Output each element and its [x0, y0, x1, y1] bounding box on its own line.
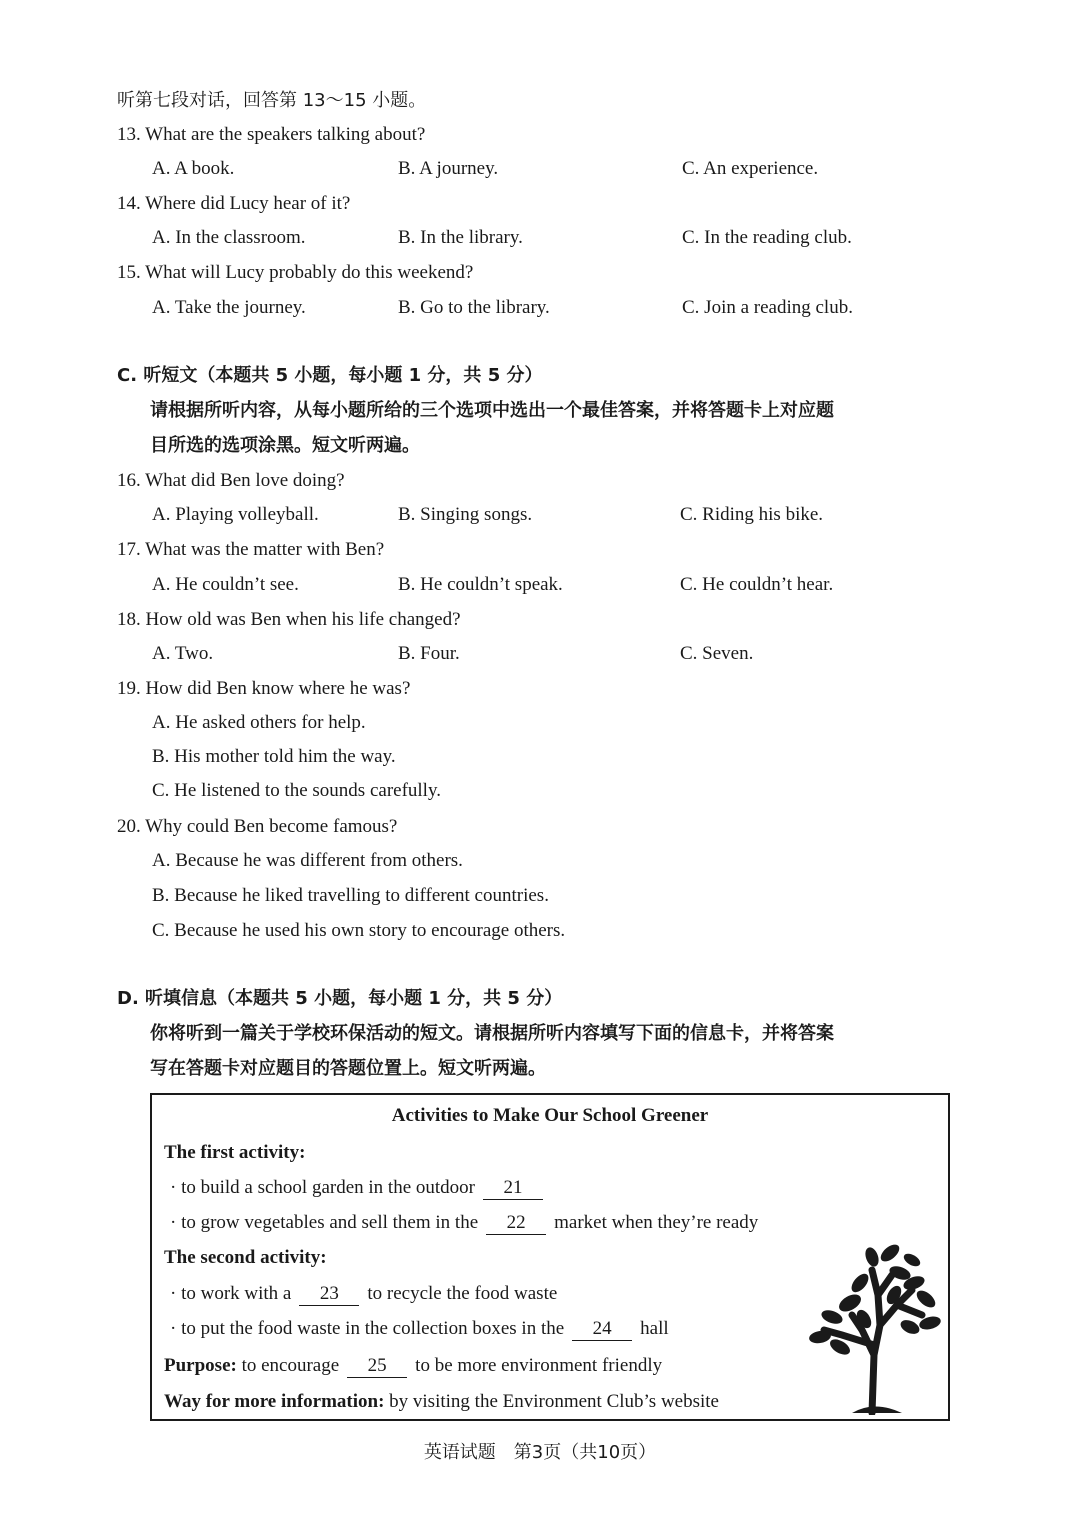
- section-c-instruction-1: 请根据所听内容，从每小题所给的三个选项中选出一个最佳答案，并将答题卡上对应题: [150, 400, 834, 421]
- section-d-instruction-2: 写在答题卡对应题目的答题位置上。短文听两遍。: [150, 1058, 546, 1079]
- item-1-text: · to build a school garden in the outdoor: [170, 1177, 475, 1198]
- q16-option-a: A. Playing volleyball.: [152, 504, 319, 525]
- second-activity-item-1: [170, 1281, 557, 1307]
- q20-option-c: C. Because he used his own story to encourage others.: [152, 920, 566, 941]
- second-activity-item-2: [170, 1316, 669, 1342]
- question-15: 15. What will Lucy probably do this weekend?: [117, 262, 474, 283]
- q18-option-b: B. Four.: [398, 643, 460, 664]
- question-16: 16. What did Ben love doing?: [117, 470, 345, 491]
- q18-option-a: A. Two.: [152, 643, 214, 664]
- first-activity-item-2: [170, 1210, 758, 1236]
- way-line: [164, 1389, 719, 1415]
- q16-option-c: C. Riding his bike.: [680, 504, 824, 525]
- q17-option-c: C. He couldn’t hear.: [680, 574, 834, 595]
- q15-option-c: C. Join a reading club.: [682, 297, 853, 318]
- blank-23[interactable]: 23: [299, 1283, 359, 1306]
- q16-option-b: B. Singing songs.: [398, 504, 533, 525]
- first-activity-item-1: [170, 1175, 551, 1201]
- purpose-pre: to encourage: [241, 1355, 340, 1376]
- q20-option-a: A. Because he was different from others.: [152, 850, 463, 871]
- first-activity-label: The first activity:: [164, 1142, 306, 1163]
- page-footer: 英语试题 第3页（共10页）: [423, 1442, 657, 1463]
- question-13: 13. What are the speakers talking about?: [117, 124, 426, 145]
- item-4-text: · to put the food waste in the collection boxes in the: [170, 1318, 565, 1339]
- q19-option-a: A. He asked others for help.: [152, 712, 366, 733]
- blank-21[interactable]: 21: [483, 1177, 543, 1200]
- q19-option-b: B. His mother told him the way.: [152, 746, 396, 767]
- q18-option-c: C. Seven.: [680, 643, 754, 664]
- question-17: 17. What was the matter with Ben?: [117, 539, 385, 560]
- item-2-text: · to grow vegetables and sell them in the: [170, 1212, 479, 1233]
- q13-option-b: B. A journey.: [398, 158, 499, 179]
- item-4-tail: hall: [640, 1318, 669, 1339]
- section-c-title: C. 听短文（本题共 5 小题，每小题 1 分，共 5 分）: [117, 365, 543, 386]
- q15-option-a: A. Take the journey.: [152, 297, 306, 318]
- section-d-instruction-1: 你将听到一篇关于学校环保活动的短文。请根据所听内容填写下面的信息卡，并将答案: [150, 1023, 834, 1044]
- dialogue-7-intro: 听第七段对话，回答第 13～15 小题。: [117, 90, 427, 111]
- info-card-title: Activities to Make Our School Greener: [391, 1105, 709, 1126]
- item-3-tail: to recycle the food waste: [367, 1283, 558, 1304]
- q14-option-b: B. In the library.: [398, 227, 523, 248]
- blank-22[interactable]: 22: [486, 1212, 546, 1235]
- section-c-instruction-2: 目所选的选项涂黑。短文听两遍。: [150, 435, 420, 456]
- second-activity-label: The second activity:: [164, 1247, 327, 1268]
- q13-option-a: A. A book.: [152, 158, 235, 179]
- q17-option-a: A. He couldn’t see.: [152, 574, 299, 595]
- blank-25[interactable]: 25: [347, 1355, 407, 1378]
- q19-option-c: C. He listened to the sounds carefully.: [152, 780, 441, 801]
- section-d-title: D. 听填信息（本题共 5 小题，每小题 1 分，共 5 分）: [117, 988, 563, 1009]
- blank-24[interactable]: 24: [572, 1318, 632, 1341]
- info-card: [150, 1093, 950, 1421]
- q13-option-c: C. An experience.: [682, 158, 819, 179]
- way-text: by visiting the Environment Club’s website: [389, 1391, 719, 1412]
- purpose-label: Purpose:: [164, 1355, 237, 1376]
- q14-option-c: C. In the reading club.: [682, 227, 852, 248]
- q15-option-b: B. Go to the library.: [398, 297, 550, 318]
- item-3-text: · to work with a: [170, 1283, 292, 1304]
- q17-option-b: B. He couldn’t speak.: [398, 574, 563, 595]
- question-14: 14. Where did Lucy hear of it?: [117, 193, 351, 214]
- question-20: 20. Why could Ben become famous?: [117, 816, 398, 837]
- purpose-line: [164, 1353, 662, 1379]
- purpose-post: to be more environment friendly: [415, 1355, 663, 1376]
- tree-illustration: [802, 1235, 952, 1415]
- q14-option-a: A. In the classroom.: [152, 227, 306, 248]
- question-18: 18. How old was Ben when his life changed?: [117, 609, 461, 630]
- q20-option-b: B. Because he liked travelling to different countries.: [152, 885, 549, 906]
- item-2-tail: market when they’re ready: [554, 1212, 759, 1233]
- question-19: 19. How did Ben know where he was?: [117, 678, 411, 699]
- way-label: Way for more information:: [164, 1391, 385, 1412]
